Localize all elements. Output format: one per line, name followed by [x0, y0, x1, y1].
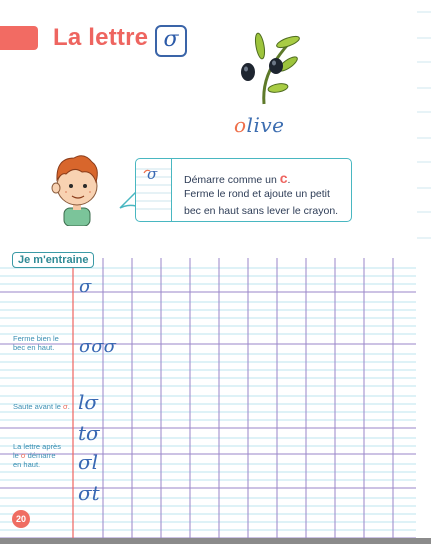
hint-row-5-letter: σ — [20, 451, 26, 460]
page-number: 20 — [12, 510, 30, 528]
hint-row-3-text: Saute avant le — [13, 402, 64, 411]
bubble-line-1 — [184, 170, 290, 186]
bubble-line-3: bec en haut sans lever le crayon. — [184, 205, 339, 217]
red-tab-decoration — [0, 26, 38, 50]
bubble-model-column — [136, 159, 172, 221]
bottom-bar — [0, 538, 431, 544]
exercise-title: Je m'entraine — [12, 252, 94, 268]
model-row-3: lσ — [78, 390, 99, 414]
model-row-4: tσ — [78, 421, 100, 445]
example-word-first-letter: o — [234, 113, 247, 137]
hint-row-3 — [13, 402, 75, 411]
olive-branch-illustration — [232, 32, 304, 108]
bubble-line-1-letter: c — [279, 170, 288, 186]
hint-row-5 — [13, 442, 65, 469]
hint-row-3-letter: σ — [63, 402, 68, 411]
bubble-model-letter: σ — [147, 165, 158, 183]
bubble-line-1-suffix: . — [287, 174, 291, 186]
bubble-line-2: Ferme le rond et ajoute un petit — [184, 188, 330, 200]
model-row-2: σσσ — [79, 336, 116, 357]
hint-row-5-suffix: démarre en haut. — [13, 451, 56, 469]
boy-character-illustration — [44, 150, 114, 226]
model-row-1: σ — [79, 276, 92, 297]
hint-row-5-text: La lettre après le — [13, 442, 61, 460]
writing-grid — [0, 258, 431, 540]
bubble-line-1-text: Démarre comme un — [184, 174, 280, 186]
hint-row-2: Ferme bien le bec en haut. — [13, 334, 59, 352]
letter-box: σ — [155, 25, 187, 57]
example-word-rest: live — [246, 113, 285, 137]
hint-row-3-suffix: . — [67, 402, 70, 411]
margin-lines — [417, 0, 431, 250]
model-row-6: σt — [78, 481, 100, 505]
example-word — [234, 113, 284, 137]
model-row-5: σl — [78, 450, 99, 474]
page-title: La lettre — [53, 24, 149, 51]
